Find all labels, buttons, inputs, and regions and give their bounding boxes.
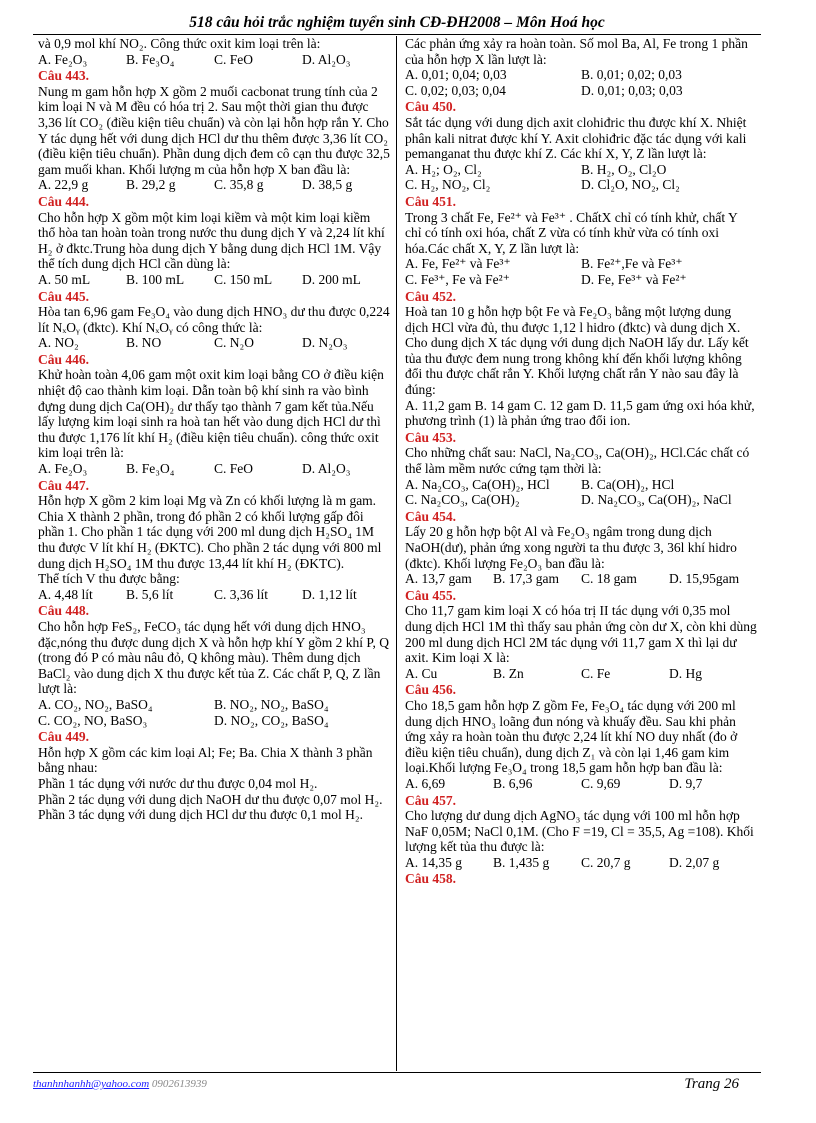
question-text: Trong 3 chất Fe, Fe²⁺ và Fe³⁺ . ChấtX chỉ có tính khử, chất Y chỉ có tính oxi hóa, chất Z vừa có tính khử vừa có tính oxi hóa.Các chất X, Y, Z lần lượt là: xyxy=(405,209,738,256)
answer-option: B. Fe²⁺,Fe và Fe³⁺ xyxy=(581,256,683,272)
answer-option: C. 18 gam xyxy=(581,571,637,587)
header-divider xyxy=(33,34,761,35)
answer-option: A. CO₂, NO₂, BaSO₄ xyxy=(38,696,153,712)
answer-option: A. 6,69 xyxy=(405,775,446,791)
answer-options xyxy=(38,52,390,68)
question-text: Khử hoàn toàn 4,06 gam một oxit kim loại bằng CO ở điều kiện nhiệt độ cao thành kim loại. Dẫn toàn bộ khí sinh ra vào bình đựng dung dịch Ca(OH)₂ dư thấy tạo thành 7 gam kết tủa.Nếu lấy lượng kim loại sinh ra hoà tan hết vào dung dịch HCl dư thì thu được 1,176 lít khí H₂ (điều kiện tiêu chuẩn). công thức oxit kim loại trên là: xyxy=(38,367,384,461)
answer-option: D. 38,5 g xyxy=(302,177,353,193)
answer-option: D. 200 mL xyxy=(302,271,361,287)
answer-options xyxy=(38,177,390,193)
answer-option: C. FeO xyxy=(214,51,254,67)
footer-phone: 0902613939 xyxy=(151,1078,207,1090)
right-column xyxy=(397,36,761,1071)
answer-options xyxy=(405,256,757,287)
answer-option: A. 50 mL xyxy=(38,271,91,287)
answer-option: C. 20,7 g xyxy=(581,854,631,870)
answer-option: C. CO₂, NO, BaSO₃ xyxy=(38,712,148,728)
answer-option: D. NO₂, CO₂, BaSO₄ xyxy=(214,712,329,728)
answer-option: A. 14,35 g xyxy=(405,854,462,870)
question-number: Câu 458. xyxy=(405,871,457,887)
question-number: Câu 443. xyxy=(38,68,90,84)
question-text: Hoà tan 10 g hỗn hợp bột Fe và Fe₂O₃ bằng một lượng dung dịch HCl vừa đủ, thu được 1,12 l hidro (đktc) và dung dịch X. Cho dung dịch X tác dụng với dung dịch NaOH lấy dư. Lấy kết tủa thu được đem nung trong không khí đến khối lượng không đổi thu được chất rắn Y. Khối lượng chất rắn Y nào sau đây là đúng: xyxy=(405,304,749,398)
question-number: Câu 456. xyxy=(405,682,457,698)
answer-option: C. H₂, NO₂, Cl₂ xyxy=(405,177,491,193)
answer-option: B. Fe₃O₄ xyxy=(126,51,175,67)
question-number: Câu 457. xyxy=(405,792,457,808)
answer-option: B. Ca(OH)₂, HCl xyxy=(581,476,675,492)
answer-option: A. 13,7 gam xyxy=(405,571,472,587)
question-text: và 0,9 mol khí NO₂. Công thức oxit kim loại trên là: xyxy=(38,36,321,51)
answer-option: B. NO₂, NO₂, BaSO₄ xyxy=(214,696,329,712)
question-text: Nung m gam hỗn hợp X gồm 2 muối cacbonat trung tính của 2 kim loại N và M đều có hóa trị 2. Sau một thời gian thu được 3,36 lít CO₂ (điều kiện tiêu chuẩn) và còn lại hỗn hợp rắn Y. Cho Y tác dụng hết với dung dịch HCl dư thu thêm được 3,36 lít CO₂ (điều kiện tiêu chuẩn). Phần dung dịch đem cô cạn thu được 32,5 gam muối khan. Khối lượng m của hỗn hợp X ban đầu là: xyxy=(38,83,390,177)
answer-option: D. 2,07 g xyxy=(669,854,720,870)
answer-option: C. FeO xyxy=(214,461,254,477)
answer-options xyxy=(405,162,757,193)
question-text: Cho những chất sau: NaCl, Na₂CO₃, Ca(OH)₂, HCl.Các chất có thể làm mềm nước cứng tạm thời là: xyxy=(405,445,750,477)
question-number: Câu 454. xyxy=(405,508,457,524)
answer-option: A. Na₂CO₃, Ca(OH)₂, HCl xyxy=(405,476,550,492)
answer-option: B. Zn xyxy=(493,665,524,681)
question-text: Cho 11,7 gam kim loại X có hóa trị II tác dụng với 0,35 mol dung dịch HCl 1M thì thấy sau phản ứng còn dư X, còn khi dùng 200 ml dung dịch HCl 2M tác dụng với 11,7 gam X thì lại dư axit. Kim loại X là: xyxy=(405,603,757,666)
question-number: Câu 455. xyxy=(405,587,457,603)
answer-option: B. NO xyxy=(126,335,162,351)
answer-option: A. NO₂ xyxy=(38,335,79,351)
answer-options xyxy=(405,776,757,792)
answer-option: C. Fe xyxy=(581,665,611,681)
question-text: Lấy 20 g hỗn hợp bột Al và Fe₂O₃ ngâm trong dung dịch NaOH(dư), phản ứng xong người ta thu được 3, 36l khí hidro (đktc). Khối lượng Fe₂O₃ ban đầu là: xyxy=(405,524,737,571)
answer-option: B. 5,6 lít xyxy=(126,586,174,602)
question-number: Câu 446. xyxy=(38,351,90,367)
answer-option: A. Fe₂O₃ xyxy=(38,51,88,67)
question-number: Câu 448. xyxy=(38,603,90,619)
answer-options xyxy=(38,461,390,477)
answer-option: D. Hg xyxy=(669,665,702,681)
answer-option: D. 0,01; 0,03; 0,03 xyxy=(581,82,683,98)
answer-option: D. 9,7 xyxy=(669,775,703,791)
question-number: Câu 449. xyxy=(38,729,90,745)
answer-option: B. 29,2 g xyxy=(126,177,176,193)
answer-option: C. 9,69 xyxy=(581,775,621,791)
question-text: Cho lượng dư dung dịch AgNO₃ tác dụng với 100 ml hỗn hợp NaF 0,05M; NaCl 0,1M. (Cho F =19, Cl = 35,5, Ag =108). Khối lượng kết tủa thu được là: xyxy=(405,808,754,855)
answer-option: C. 0,02; 0,03; 0,04 xyxy=(405,82,506,98)
footer-email-link[interactable]: thanhnhanhh@yahoo.com xyxy=(33,1078,150,1090)
question-text: Hỗn hợp X gồm 2 kim loại Mg và Zn có khối lượng là m gam. Chia X thành 2 phần, trong đó phần 2 có khối lượng gấp đôi phần 1. Cho phần 1 tác dụng với 200 ml dung dịch H₂SO₄ 1M thu được V lít khí H₂ (ĐKTC). Cho phần 2 tác dụng với 800 ml dung dịch H₂SO₄ 1M thu được 13,44 lít khí H₂ (ĐKTC). xyxy=(38,493,382,571)
question-text: Sắt tác dụng với dung dịch axit clohiđric thu được khí X. Nhiệt phân kali nitrat được khí Y. Axit clohiđric đặc tác dụng với kali pemanganat thu được khí Z. Các khí X, Y, Z lần lượt là: xyxy=(405,114,747,162)
answer-options xyxy=(38,335,390,351)
question-text: Cho hỗn hợp FeS₂, FeCO₃ tác dụng hết với dung dịch HNO₃ đặc,nóng thu được dung dịch X và hỗn hợp khí Y gồm 2 khí P, Q (trong đó P có màu nâu đỏ, Q không màu). Thêm dung dịch BaCl₂ vào dung dịch X thu được kết tủa Z. Các chất P, Q, Z lần lượt là: xyxy=(38,618,389,697)
footer xyxy=(33,1078,761,1090)
question-text: Hỗn hợp X gồm các kim loại Al; Fe; Ba. Chia X thành 3 phần bằng nhau: xyxy=(38,744,373,776)
answer-option: B. 1,435 g xyxy=(493,854,550,870)
answer-option: C. N₂O xyxy=(214,335,254,351)
answer-option: C. 150 mL xyxy=(214,271,273,287)
question-text: Cho hỗn hợp X gồm một kim loại kiềm và một kim loại kiềm thổ hòa tan hoàn toàn trong nước thu dung dịch Y và 2,24 lít khí H₂ ở đktc.Trung hòa dung dịch Y bằng dung dịch HCl 1M. Vậy thể tích dung dịch HCl cần dùng là: xyxy=(38,209,385,272)
answer-option: B. 6,96 xyxy=(493,775,533,791)
answer-option: A. 0,01; 0,04; 0,03 xyxy=(405,67,507,83)
answer-option: C. Na₂CO₃, Ca(OH)₂ xyxy=(405,492,520,508)
answer-option: A. H₂; O₂, Cl₂ xyxy=(405,161,482,177)
answer-options xyxy=(38,697,390,728)
answer-options xyxy=(405,855,757,871)
answer-option: A. 4,48 lít xyxy=(38,586,93,602)
answer-option: D. Fe, Fe³⁺ và Fe²⁺ xyxy=(581,271,687,287)
answer-options xyxy=(405,666,757,682)
answer-option: D. Cl₂O, NO₂, Cl₂ xyxy=(581,177,680,193)
question-text: Phần 3 tác dụng với dung dịch HCl dư thu được 0,1 mol H₂. xyxy=(38,807,363,823)
page-header: 518 câu hỏi trắc nghiệm tuyển sinh CĐ-ĐH2008 – Môn Hoá học xyxy=(189,14,605,31)
answer-option: B. 100 mL xyxy=(126,271,185,287)
question-text: A. 11,2 gam B. 14 gam C. 12 gam D. 11,5 gam ứng oxi hóa khử, phương trình (1) là phản ứng trao đổi ion. xyxy=(405,397,755,429)
question-text: Các phản ứng xảy ra hoàn toàn. Số mol Ba, Al, Fe trong 1 phần của hỗn hợp X lần lượt là: xyxy=(405,36,748,67)
question-text: Phần 1 tác dụng với nước dư thu được 0,04 mol H₂. xyxy=(38,775,318,791)
question-number: Câu 445. xyxy=(38,288,90,304)
question-text: Phần 2 tác dụng với dung dịch NaOH dư thu được 0,07 mol H₂. xyxy=(38,791,383,807)
question-number: Câu 451. xyxy=(405,193,457,209)
question-number: Câu 453. xyxy=(405,429,457,445)
answer-option: D. N₂O₃ xyxy=(302,335,348,351)
question-text: Thể tích V thu được bằng: xyxy=(38,571,180,587)
left-column xyxy=(33,36,397,1071)
question-number: Câu 452. xyxy=(405,288,457,304)
answer-option: A. Fe, Fe²⁺ và Fe³⁺ xyxy=(405,256,511,272)
answer-option: C. 35,8 g xyxy=(214,177,264,193)
question-number: Câu 447. xyxy=(38,477,90,493)
question-text: Cho 18,5 gam hỗn hợp Z gồm Fe, Fe₃O₄ tác dụng với 200 ml dung dịch HNO₃ loãng đun nóng và khuấy đều. Sau khi phản ứng xảy ra hoàn toàn thu được 2,24 lít khí NO duy nhất (đo ở điều kiện tiêu chuẩn), dung dịch Z₁ và còn lại 1,46 gam kim loại.Khối lượng Fe₃O₄ trong 18,5 gam hỗn hợp ban đầu là: xyxy=(405,697,738,776)
answer-option: B. 0,01; 0,02; 0,03 xyxy=(581,67,682,83)
page xyxy=(33,0,761,1123)
answer-options xyxy=(38,587,390,603)
answer-option: D. Na₂CO₃, Ca(OH)₂, NaCl xyxy=(581,492,732,508)
answer-options xyxy=(38,272,390,288)
page-number: Trang 26 xyxy=(684,1076,739,1092)
answer-option: D. 15,95gam xyxy=(669,571,740,587)
question-text: Hòa tan 6,96 gam Fe₃O₄ vào dung dịch HNO₃ dư thu được 0,224 lít NₓOᵧ (đktc). Khí NₓOᵧ có công thức là: xyxy=(38,304,390,335)
footer-divider xyxy=(33,1072,761,1073)
answer-options xyxy=(405,571,757,587)
answer-option: B. Fe₃O₄ xyxy=(126,461,175,477)
answer-option: A. 22,9 g xyxy=(38,177,89,193)
columns xyxy=(33,36,761,1071)
question-number: Câu 450. xyxy=(405,99,457,115)
answer-option: B. H₂, O₂, Cl₂O xyxy=(581,161,667,177)
answer-options xyxy=(405,67,757,98)
answer-option: A. Fe₂O₃ xyxy=(38,461,88,477)
answer-option: C. Fe³⁺, Fe và Fe²⁺ xyxy=(405,271,510,287)
answer-option: D. Al₂O₃ xyxy=(302,461,351,477)
answer-option: C. 3,36 lít xyxy=(214,586,269,602)
answer-option: B. 17,3 gam xyxy=(493,571,559,587)
answer-option: D. 1,12 lít xyxy=(302,586,357,602)
answer-option: A. Cu xyxy=(405,665,438,681)
answer-option: D. Al₂O₃ xyxy=(302,51,351,67)
question-number: Câu 444. xyxy=(38,193,90,209)
answer-options xyxy=(405,477,757,508)
